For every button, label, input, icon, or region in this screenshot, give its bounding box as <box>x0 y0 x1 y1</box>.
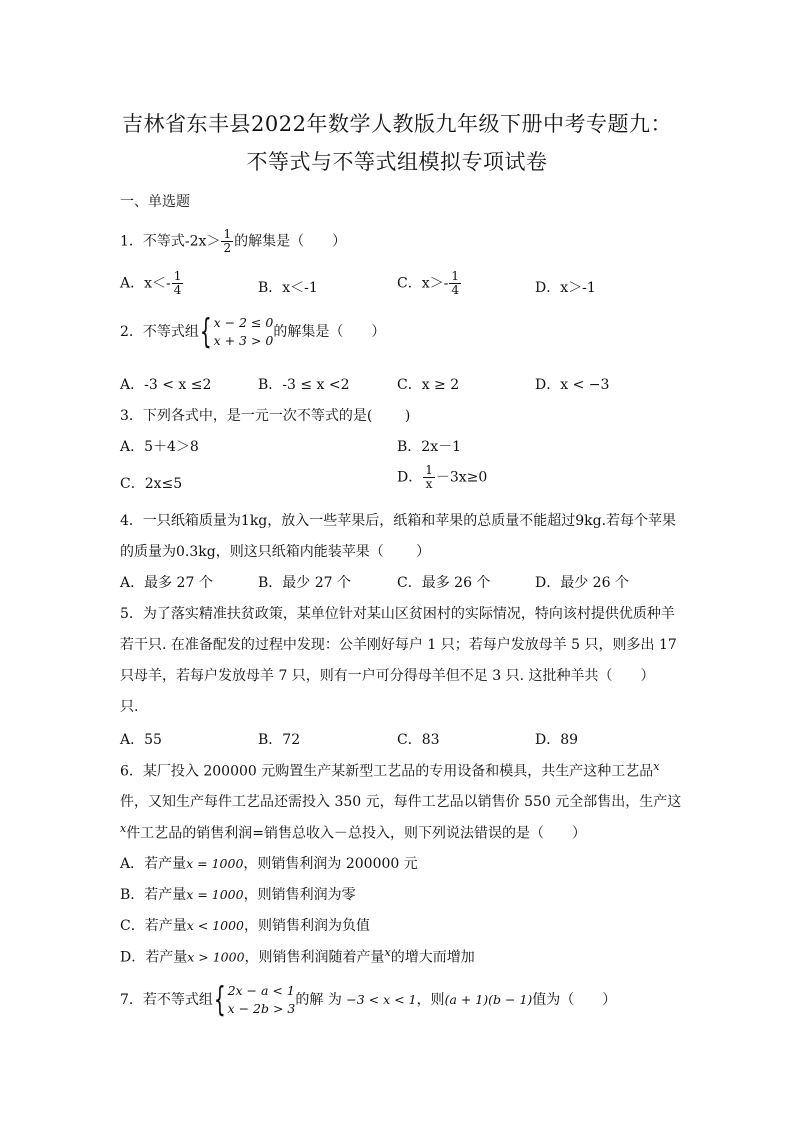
q1-option-a[interactable] <box>120 270 184 297</box>
q2-sys-line2: x + 3 > 0 <box>213 333 274 348</box>
left-brace-icon: { <box>199 312 212 352</box>
q6-option-b[interactable] <box>120 884 356 904</box>
q6-option-c[interactable] <box>120 915 370 935</box>
q6-d-end: 的增大而增加 <box>390 949 475 966</box>
section-heading: 一、单选题 <box>120 194 190 210</box>
q6-c-math: x < 1000 <box>186 918 245 933</box>
page-title-line1: 吉林省东丰县2022年数学人教版九年级下册中考专题九： <box>122 112 672 136</box>
q6-d-post: ，则销售利润随着产量 <box>244 949 385 966</box>
question-3-stem: 3．下列各式中，是一元一次不等式的是( ) <box>120 408 411 424</box>
q3-d-num: 1 <box>425 463 433 477</box>
q6-d-math: x > 1000 <box>187 949 245 965</box>
q1-c-fraction <box>449 270 461 297</box>
question-4-line2: 的质量为0.3kg，则这只纸箱内能装苹果（ ） <box>120 544 431 560</box>
q3-option-a[interactable]: A．5＋4＞8 <box>120 439 199 455</box>
question-6-line1 <box>120 760 659 781</box>
question-5-line4: 只. <box>120 699 139 715</box>
q6-a-post: ，则销售利润为 200000 元 <box>243 856 418 872</box>
question-5-line2: 若干只. 在准备配发的过程中发现：公羊刚好每户 1 只；若每户发放母羊 5 只，则多出 17 <box>120 637 677 653</box>
q5-option-b[interactable]: B．72 <box>258 732 301 748</box>
q6-a-pre: A．若产量 <box>120 856 187 872</box>
q3-d-fraction <box>423 464 435 491</box>
q1-a-fraction <box>172 270 184 297</box>
q6-line3-var: x <box>120 822 127 835</box>
q3-option-b[interactable]: B．2x－1 <box>397 439 461 455</box>
q5-option-c[interactable]: C．83 <box>397 732 440 748</box>
q3-option-c[interactable]: C．2x≤5 <box>120 476 183 492</box>
q2-option-c[interactable]: C．x ≥ 2 <box>397 377 460 393</box>
q3-option-d[interactable] <box>397 464 487 491</box>
q7-mid2: ，则 <box>416 992 445 1008</box>
q2-suffix: 的解集是（ ） <box>273 324 386 340</box>
q7-sys-line2: x − 2b > 3 <box>227 1001 296 1016</box>
question-5-line1: 5．为了落实精准扶贫政策，某单位针对某山区贫困村的实际情况，特向该村提供优质种羊 <box>120 606 675 622</box>
question-7-stem <box>120 982 616 1018</box>
q1-fraction <box>221 228 233 255</box>
q1-c-den: 4 <box>451 283 459 297</box>
q1-option-b[interactable]: B．x＜-1 <box>258 280 318 296</box>
q3-d-den: x <box>425 477 433 491</box>
q6-a-math: x = 1000 <box>186 856 244 871</box>
q1-suffix: 的解集是（ ） <box>234 233 347 250</box>
q1-a-num: 1 <box>173 269 182 283</box>
q4-option-b[interactable]: B．最少 27 个 <box>258 575 352 591</box>
question-5-line3: 只母羊，若每户发放母羊 7 只，则有一户可分得母羊但不足 3 只. 这批种羊共（ ） <box>120 668 655 684</box>
page-title-line2: 不等式与不等式组模拟专项试卷 <box>246 150 548 174</box>
q7-suffix: 值为（ ） <box>532 992 617 1008</box>
question-1-stem <box>120 228 346 255</box>
q6-b-math: x = 1000 <box>186 887 244 902</box>
q3-d-suffix: －3x≥0 <box>435 469 488 486</box>
left-brace-icon: { <box>213 980 226 1020</box>
question-6-line2: 件，又知生产每件工艺品还需投入 350 元，每件工艺品以销售价 550 元全部售出，生产这 <box>120 794 682 810</box>
question-2-stem <box>120 314 385 350</box>
q2-option-b[interactable]: B．-3 ≤ x <2 <box>258 377 350 393</box>
q2-sys-line1: x − 2 ≤ 0 <box>213 315 274 330</box>
question-4-line1: 4．一只纸箱质量为1kg，放入一些苹果后，纸箱和苹果的总质量不能超过9kg.若每个苹果 <box>120 513 677 529</box>
q7-inequality-system <box>213 982 295 1018</box>
q1-a-prefix: A．x＜- <box>120 275 171 292</box>
q6-d-var: x <box>384 946 391 959</box>
q7-sys-line1: 2x − a < 1 <box>227 983 295 998</box>
q5-option-a[interactable]: A．55 <box>120 732 162 748</box>
q1-prefix: 1．不等式-2x＞ <box>120 233 221 250</box>
q1-c-num: 1 <box>451 269 459 283</box>
q1-a-den: 4 <box>173 283 182 297</box>
q2-option-d[interactable]: D．x < −3 <box>535 377 610 393</box>
q1-frac-den: 2 <box>223 241 232 255</box>
q6-c-pre: C．若产量 <box>120 918 187 934</box>
q2-option-a[interactable]: A．-3 < x ≤2 <box>120 377 212 393</box>
q6-option-a[interactable] <box>120 853 418 873</box>
q6-line3-text: 件工艺品的销售利润=销售总收入－总投入，则下列说法错误的是（ ） <box>126 825 586 842</box>
q4-option-d[interactable]: D．最少 26 个 <box>535 575 629 591</box>
q5-option-d[interactable]: D．89 <box>535 732 579 748</box>
q4-option-c[interactable]: C．最多 26 个 <box>397 575 491 591</box>
q2-prefix: 2．不等式组 <box>120 324 199 340</box>
q6-line1-var: x <box>653 760 660 773</box>
q7-mid: 的解 为 <box>295 992 342 1008</box>
q6-option-d[interactable] <box>120 946 475 967</box>
question-6-line3 <box>120 822 586 843</box>
q6-c-post: ，则销售利润为负值 <box>244 918 371 934</box>
q6-line1-text: 6．某厂投入 200000 元购置生产某新型工艺品的专用设备和模具，共生产这种工艺品 <box>120 763 654 780</box>
q6-b-post: ，则销售利润为零 <box>243 887 356 903</box>
q6-b-pre: B．若产量 <box>120 887 187 903</box>
q6-d-pre: D．若产量 <box>120 949 188 966</box>
q7-range: −3 < x < 1 <box>346 992 417 1007</box>
q1-frac-num: 1 <box>223 227 232 241</box>
q1-c-prefix: C．x＞- <box>397 275 449 292</box>
q1-option-c[interactable] <box>397 270 462 297</box>
q4-option-a[interactable]: A．最多 27 个 <box>120 575 213 591</box>
q7-expr: (a + 1)(b − 1) <box>444 992 533 1007</box>
q2-inequality-system <box>199 314 273 350</box>
q1-option-d[interactable]: D．x＞-1 <box>535 280 596 296</box>
q7-prefix: 7．若不等式组 <box>120 992 213 1008</box>
q3-d-prefix: D． <box>397 469 423 486</box>
